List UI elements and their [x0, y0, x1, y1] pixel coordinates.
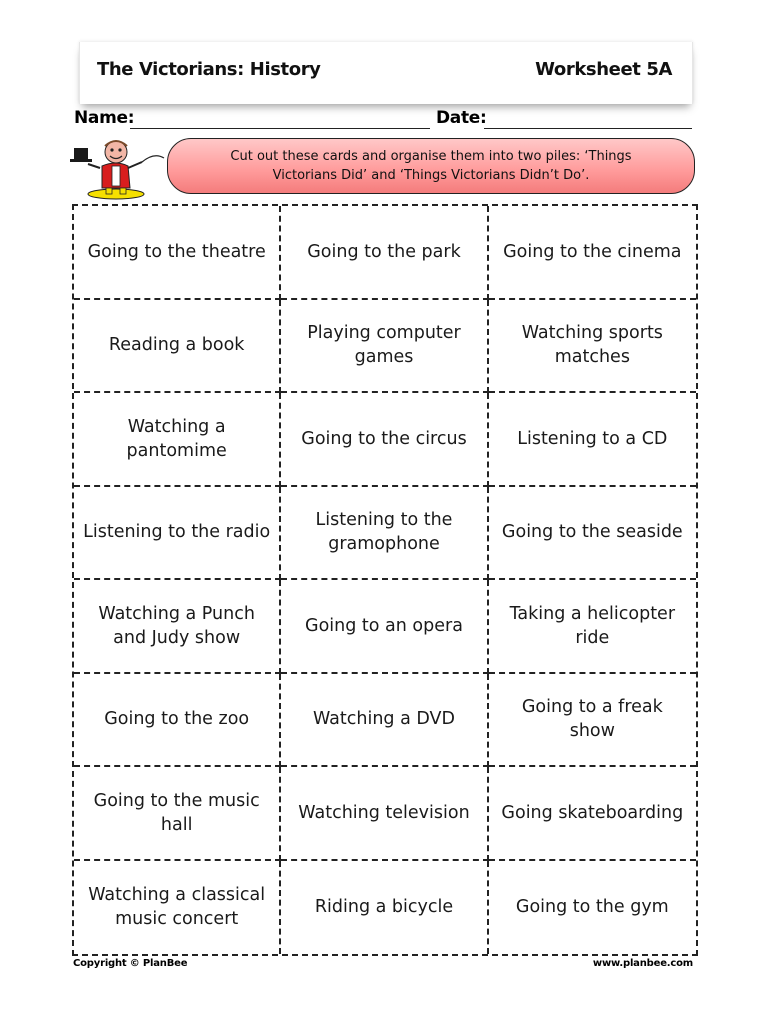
card[interactable]: Listening to the gramophone: [281, 487, 488, 581]
card[interactable]: Going to an opera: [281, 580, 488, 674]
name-label: Name:: [74, 108, 135, 128]
instruction-text: Cut out these cards and organise them into two piles: ‘Things Victorians Did’ and ‘Things Victorians Didn’t Do’.: [230, 149, 632, 183]
card[interactable]: Going skateboarding: [489, 767, 696, 861]
worksheet-title: The Victorians: History: [97, 59, 321, 80]
card[interactable]: Watching sports matches: [489, 300, 696, 394]
date-field[interactable]: [484, 128, 692, 129]
card[interactable]: Listening to the radio: [74, 487, 281, 581]
worksheet-number: Worksheet 5A: [535, 59, 672, 80]
date-label: Date:: [436, 108, 487, 128]
card[interactable]: Going to a freak show: [489, 674, 696, 768]
card[interactable]: Watching television: [281, 767, 488, 861]
name-field[interactable]: [130, 128, 430, 129]
website-link[interactable]: www.planbee.com: [592, 958, 693, 969]
worksheet-header: [79, 42, 693, 104]
card[interactable]: Going to the zoo: [74, 674, 281, 768]
card[interactable]: Going to the cinema: [489, 206, 696, 300]
cards-grid: [72, 204, 698, 956]
card[interactable]: Playing computer games: [281, 300, 488, 394]
card[interactable]: Going to the seaside: [489, 487, 696, 581]
copyright-text: Copyright © PlanBee: [73, 958, 188, 969]
card[interactable]: Taking a helicopter ride: [489, 580, 696, 674]
card[interactable]: Going to the gym: [515, 897, 669, 918]
card[interactable]: Listening to a CD: [489, 393, 696, 487]
card[interactable]: Watching a DVD: [281, 674, 488, 768]
card[interactable]: Watching a pantomime: [74, 393, 281, 487]
card[interactable]: Going to the music hall: [74, 767, 281, 861]
card[interactable]: Going to the park: [281, 206, 488, 300]
card[interactable]: Reading a book: [74, 300, 281, 394]
name-date-row: [74, 108, 694, 132]
card[interactable]: Going to the circus: [281, 393, 488, 487]
card[interactable]: Riding a bicycle: [281, 861, 488, 955]
card[interactable]: Watching a classical music concert: [74, 861, 281, 955]
ringmaster-mascot-icon: [68, 134, 168, 200]
card[interactable]: Watching a Punch and Judy show: [74, 580, 281, 674]
instruction-box: [167, 138, 695, 194]
card[interactable]: Going to the theatre: [74, 206, 281, 300]
